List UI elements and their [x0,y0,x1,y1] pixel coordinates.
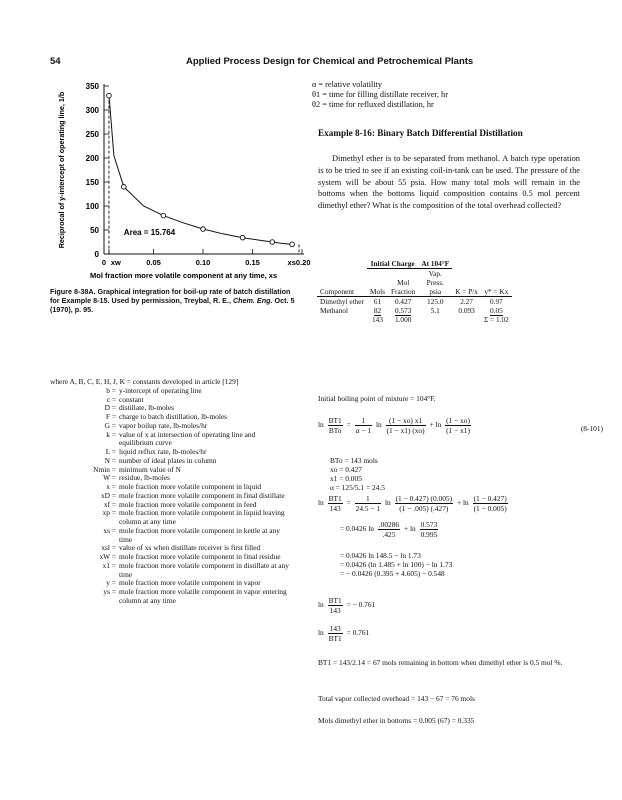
bottoms-result: BT1 = 143/2.14 = 67 mols remaining in bottom when dimethyl ether is 0.5 mol %. [318,658,563,667]
data-point [107,93,112,98]
integration-chart [40,78,320,283]
composition-table [317,259,512,324]
nomenclature-definition: value of xs when distillate receiver is first filled [119,543,261,553]
nomenclature-item [50,527,310,545]
nomenclature-definition: number of ideal plates in column [119,455,217,465]
nomenclature-intro: where A, B, C, E, H, J, K = constants developed in article [129] [50,377,239,386]
nomenclature-symbol: c = [106,394,116,404]
given-values: BTo = 143 mols xo = 0.427 x1 = 0.005 α = 125/5.1 = 24.5 [330,456,385,492]
nomenclature-item [50,387,310,396]
nomenclature-symbol: L = [105,447,116,456]
data-point [240,235,245,240]
example-heading: Example 8-16: Binary Batch Differential Distillation [318,128,523,138]
group-initial: Initial Charge [367,259,418,269]
x-tick-label: 0.15 [245,258,260,267]
nomenclature-symbol: F = [105,412,116,421]
col-component: Component [317,287,367,297]
caption-tail: Oct. 5 (1970), p. 95. [50,296,295,315]
x-tick-label: xw [110,258,121,267]
nomenclature-definition: mole fraction more volatile component in distillate at any time [119,560,289,579]
nomenclature-symbol: D = [104,403,116,413]
nomenclature-item [50,466,310,475]
x-axis-label: Mol fraction more volatile component at any time, xs [90,271,278,280]
nomenclature-symbol: xsl = [101,543,116,553]
table-row: Dimethyl ether 61 0.427 125.0 2.27 0.97 [320,297,503,306]
nomenclature-symbol: N = [104,455,116,465]
nomenclature-item [50,396,310,405]
col-y: y* = Kx [481,287,512,297]
data-point [201,227,206,232]
nomenclature [50,378,310,606]
nomenclature-definition: mole fraction more volatile component in liquid [119,482,262,491]
overhead-result: Total vapor collected overhead = 143 − 67 = 76 mols [318,694,475,703]
nomenclature-definition: charge to batch distillation, lb-moles [119,412,228,421]
nomenclature-symbol: x1 = [102,560,116,570]
nomenclature-symbol: y = [106,578,116,588]
equation-number: (8-101) [580,424,603,433]
nomenclature-definition: mole fraction more volatile component in final residue [119,552,281,561]
data-point [270,240,275,245]
page-number: 54 [50,56,61,67]
x-tick-label: xs0.20 [287,258,311,267]
nomenclature-symbol: xD = [100,490,116,500]
nomenclature-definition: mole fraction more volatile component in vapor [119,578,261,588]
x-tick-label: 0.10 [195,258,211,267]
y-tick-label: 150 [85,178,99,187]
simplify-step: = 0.0426 ln $\frac{.00286}{.425}$ + ln $\frac{0.573}{0.995}$ [340,520,438,539]
col-mols: Mols [367,287,388,297]
nomenclature-symbol: Nmin = [93,464,116,474]
ln-ratio-result: ln $\frac{BT1}{143}$ = − 0.761 [318,596,376,615]
header-press: Press. [426,278,444,287]
nomenclature-symbol: xs = [103,525,116,535]
nomenclature-definition: constant [119,394,144,404]
y-tick-label: 100 [85,202,99,211]
variable-alpha: α = relative volatility [312,80,383,89]
nomenclature-definition: mole fraction more volatile component in liquid leaving column at any time [119,508,285,526]
evaluate-steps: = 0.0426 ln 148.5 − ln 1.73 = 0.0426 (ln 1.485 + ln 100) − ln 1.73 = − 0.0426 (0.395 + 4.605) − 0.548 [340,551,453,578]
nomenclature-definition: vapor boilup rate, lb-moles/hr [119,420,208,430]
col-psia: psia [418,287,452,297]
nomenclature-item [50,588,310,606]
group-at: At 104°F [418,259,452,269]
equation-8-101: ln $\frac{BT1}{\text{BTo}}$ = $\frac{1}{\alpha - 1}$ ln $\frac{(1 - xo) x1}{(1 - x1) (xo)}$ + ln $\frac{(1 - xo)}{(1 - x1)}$ (8-101) [318,416,603,435]
nomenclature-symbol: W = [103,473,116,483]
nomenclature-definition: mole fraction more volatile component in feed [119,499,257,509]
nomenclature-definition: mole fraction more volatile component in kettle at any time [119,525,280,544]
nomenclature-definition: minimum value of N [119,464,181,474]
nomenclature-definition: liquid reflux rate, lb-moles/hr [119,447,207,456]
nomenclature-symbol: xf = [103,499,116,509]
nomenclature-symbol: b = [106,385,116,395]
nomenclature-item [50,509,310,527]
nomenclature-symbol: xW = [99,552,116,561]
y-tick-label: 350 [85,82,99,91]
x-tick-label: 0 [101,258,107,267]
inverse-ratio-result: ln $\frac{143}{BT1}$ = 0.761 [318,624,370,643]
variable-list [312,80,448,110]
nomenclature-symbol: k = [106,429,116,439]
y-tick-label: 0 [94,250,99,259]
header-mol: Mol [397,278,410,287]
table-total-row: 143 1.000 Σ = 1.02 [372,315,509,324]
nomenclature-item [50,562,310,580]
col-fraction: Fraction [388,287,418,297]
nomenclature-definition: mole fraction more volatile component in vapor entering column at any time [119,587,287,605]
boiling-point: Initial boiling point of mixture = 104°F. [318,394,436,403]
caption-text: Figure 8-38A. Graphical integration for boil-up rate of batch distillation for Example 8-15. Used by permission, Treybal, R. E., [50,287,291,306]
nomenclature-definition: mole fraction more volatile component in final distillate [119,490,285,500]
figure-caption [50,287,298,315]
substitution-step: ln $\frac{BT1}{143}$ = $\frac{1}{24.5 - 1}$ ln $\frac{(1 - 0.427) (0.005)}{(1 - .005) (.427)}$ + ln $\frac{(1 - 0.427)}{(1 - 0.005)}$ [318,494,507,513]
variable-theta1: θ1 = time for filling distillate receiver, hr [312,90,448,99]
y-tick-label: 250 [85,130,99,139]
variable-theta2: θ2 = time for refluxed distillation, hr [312,100,434,109]
nomenclature-symbol: ys = [103,587,116,596]
y-tick-label: 200 [85,154,99,163]
nomenclature-symbol: G = [104,420,116,430]
table-row: Methanol 82 0.573 5.1 0.093 0.05 [320,306,503,315]
integration-curve [109,96,292,245]
nomenclature-definition: value of x at intersection of operating line and equilibrium curve [119,429,256,448]
nomenclature-symbol: xp = [102,508,116,518]
x-tick-label: 0.05 [146,258,161,267]
nomenclature-symbol: x = [106,482,116,491]
col-k: K = P/x [452,287,481,297]
area-annotation: Area = 15.764 [123,227,176,237]
header-vap: Vap. [428,269,442,278]
y-axis-label: Reciprocal of y-intercept of operating line, 1/b [57,91,66,249]
y-tick-label: 300 [85,106,99,115]
ether-bottoms-result: Mols dimethyl ether in bottoms = 0.005 (67) = 0.335 [318,716,475,725]
nomenclature-definition: distillate, lb-moles [119,403,175,413]
nomenclature-item [50,431,310,449]
nomenclature-definition: residue, lb-moles [119,473,170,483]
y-tick-label: 50 [90,226,99,235]
nomenclature-definition: y-intercept of operating line [119,385,202,395]
running-title: Applied Process Design for Chemical and Petrochemical Plants [186,56,474,67]
data-point [161,213,166,218]
data-point [290,242,295,247]
caption-journal: Chem. Eng. [232,296,273,306]
data-point [122,185,127,190]
example-paragraph: Dimethyl ether is to be separated from methanol. A batch type operation is to be tried to see if an existing coil-in-tank can be used. The pressure of the system will be about 55 psia. How many total mols will remain in the bottoms when the bottoms liquid composition contains 0.5 mol percent dimethyl ether? What is the composition of the total overhead collected? [318,154,580,211]
